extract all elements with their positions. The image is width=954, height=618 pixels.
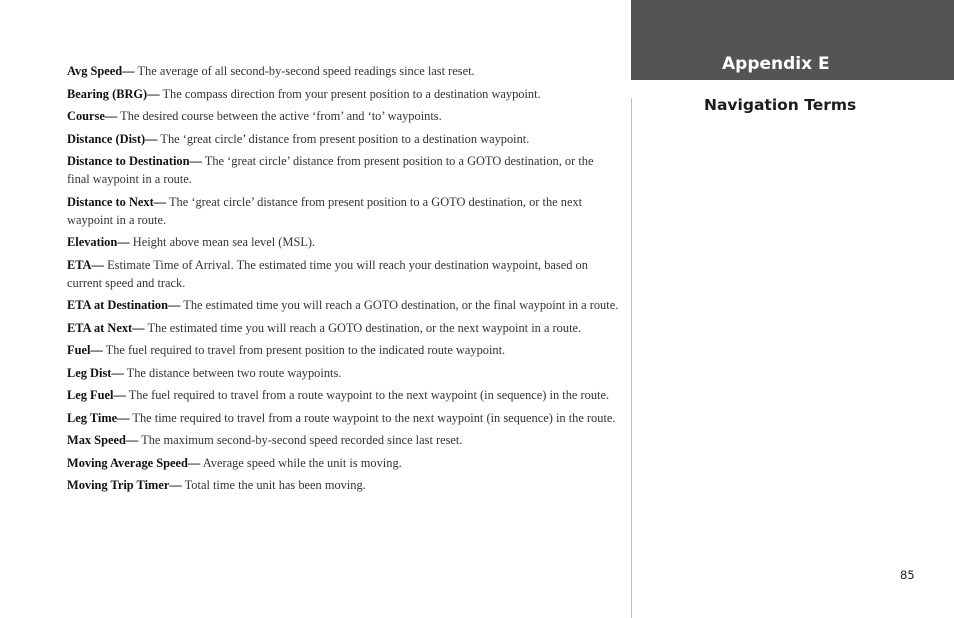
term-definition: The distance between two route waypoints. <box>126 365 342 380</box>
term-name: Max Speed— <box>67 433 139 447</box>
term-definition: The compass direction from your present position to a destination waypoint. <box>162 86 541 101</box>
term-name: Distance to Destination— <box>67 154 202 168</box>
glossary-entry <box>67 319 619 337</box>
term-name: Distance to Next— <box>67 194 167 209</box>
term-definition: Average speed while the unit is moving. <box>202 455 402 470</box>
term-definition: The fuel required to travel from present position to the indicated route waypoint. <box>105 343 506 357</box>
term-definition: The fuel required to travel from a route waypoint to the next waypoint (in sequence) in the route. <box>128 388 610 402</box>
glossary-entry <box>67 296 619 314</box>
term-name: Course— <box>67 109 118 123</box>
page-number: 85 <box>900 568 915 582</box>
term-name: Moving Trip Timer— <box>67 478 182 492</box>
glossary-entry <box>67 454 619 472</box>
term-name: Elevation— <box>67 235 130 249</box>
column-divider <box>631 98 632 618</box>
glossary-entry <box>67 476 619 494</box>
glossary-entry <box>67 62 619 80</box>
glossary-entry <box>67 130 619 148</box>
term-name: Leg Dist— <box>67 365 124 380</box>
terms-list <box>67 62 619 499</box>
term-definition: The estimated time you will reach a GOTO destination, or the final waypoint in a route. <box>183 298 619 312</box>
glossary-entry <box>67 341 619 359</box>
appendix-tab <box>631 0 954 80</box>
glossary-entry <box>67 233 619 251</box>
term-definition: The average of all second-by-second speed readings since last reset. <box>137 64 475 78</box>
term-name: Avg Speed— <box>67 64 135 78</box>
term-name: Fuel— <box>67 343 103 357</box>
section-title: Navigation Terms <box>704 96 857 114</box>
term-name: ETA at Next— <box>67 320 145 335</box>
term-definition: Estimate Time of Arrival. The estimated time you will reach your destination waypoint, based on current speed and track. <box>67 257 588 290</box>
term-definition: The ‘great circle’ distance from present position to a destination waypoint. <box>160 131 530 146</box>
term-name: ETA at Destination— <box>67 298 181 312</box>
glossary-entry <box>67 107 619 125</box>
glossary-entry <box>67 386 619 404</box>
term-definition: The ‘great circle’ distance from present position to a GOTO destination, or the next waypoint in a route. <box>67 194 583 227</box>
glossary-entry <box>67 85 619 103</box>
term-name: ETA— <box>67 257 104 272</box>
term-definition: The ‘great circle’ distance from present position to a GOTO destination, or the final waypoint in a route. <box>67 154 594 186</box>
glossary-entry <box>67 364 619 382</box>
term-name: Bearing (BRG)— <box>67 86 160 101</box>
term-name: Moving Average Speed— <box>67 455 201 470</box>
term-name: Leg Time— <box>67 410 130 425</box>
glossary-entry <box>67 152 619 188</box>
term-name: Distance (Dist)— <box>67 131 158 146</box>
term-definition: The estimated time you will reach a GOTO destination, or the next waypoint in a route. <box>147 320 582 335</box>
glossary-entry <box>67 256 619 292</box>
glossary-entry <box>67 409 619 427</box>
term-definition: Total time the unit has been moving. <box>184 478 366 492</box>
term-definition: Height above mean sea level (MSL). <box>132 235 316 249</box>
glossary-entry <box>67 193 619 229</box>
appendix-label: Appendix E <box>722 54 830 74</box>
term-definition: The maximum second-by-second speed recorded since last reset. <box>141 433 463 447</box>
term-name: Leg Fuel— <box>67 388 126 402</box>
term-definition: The time required to travel from a route waypoint to the next waypoint (in sequence) in the route. <box>132 410 616 425</box>
term-definition: The desired course between the active ‘from’ and ‘to’ waypoints. <box>120 109 442 123</box>
glossary-entry <box>67 431 619 449</box>
